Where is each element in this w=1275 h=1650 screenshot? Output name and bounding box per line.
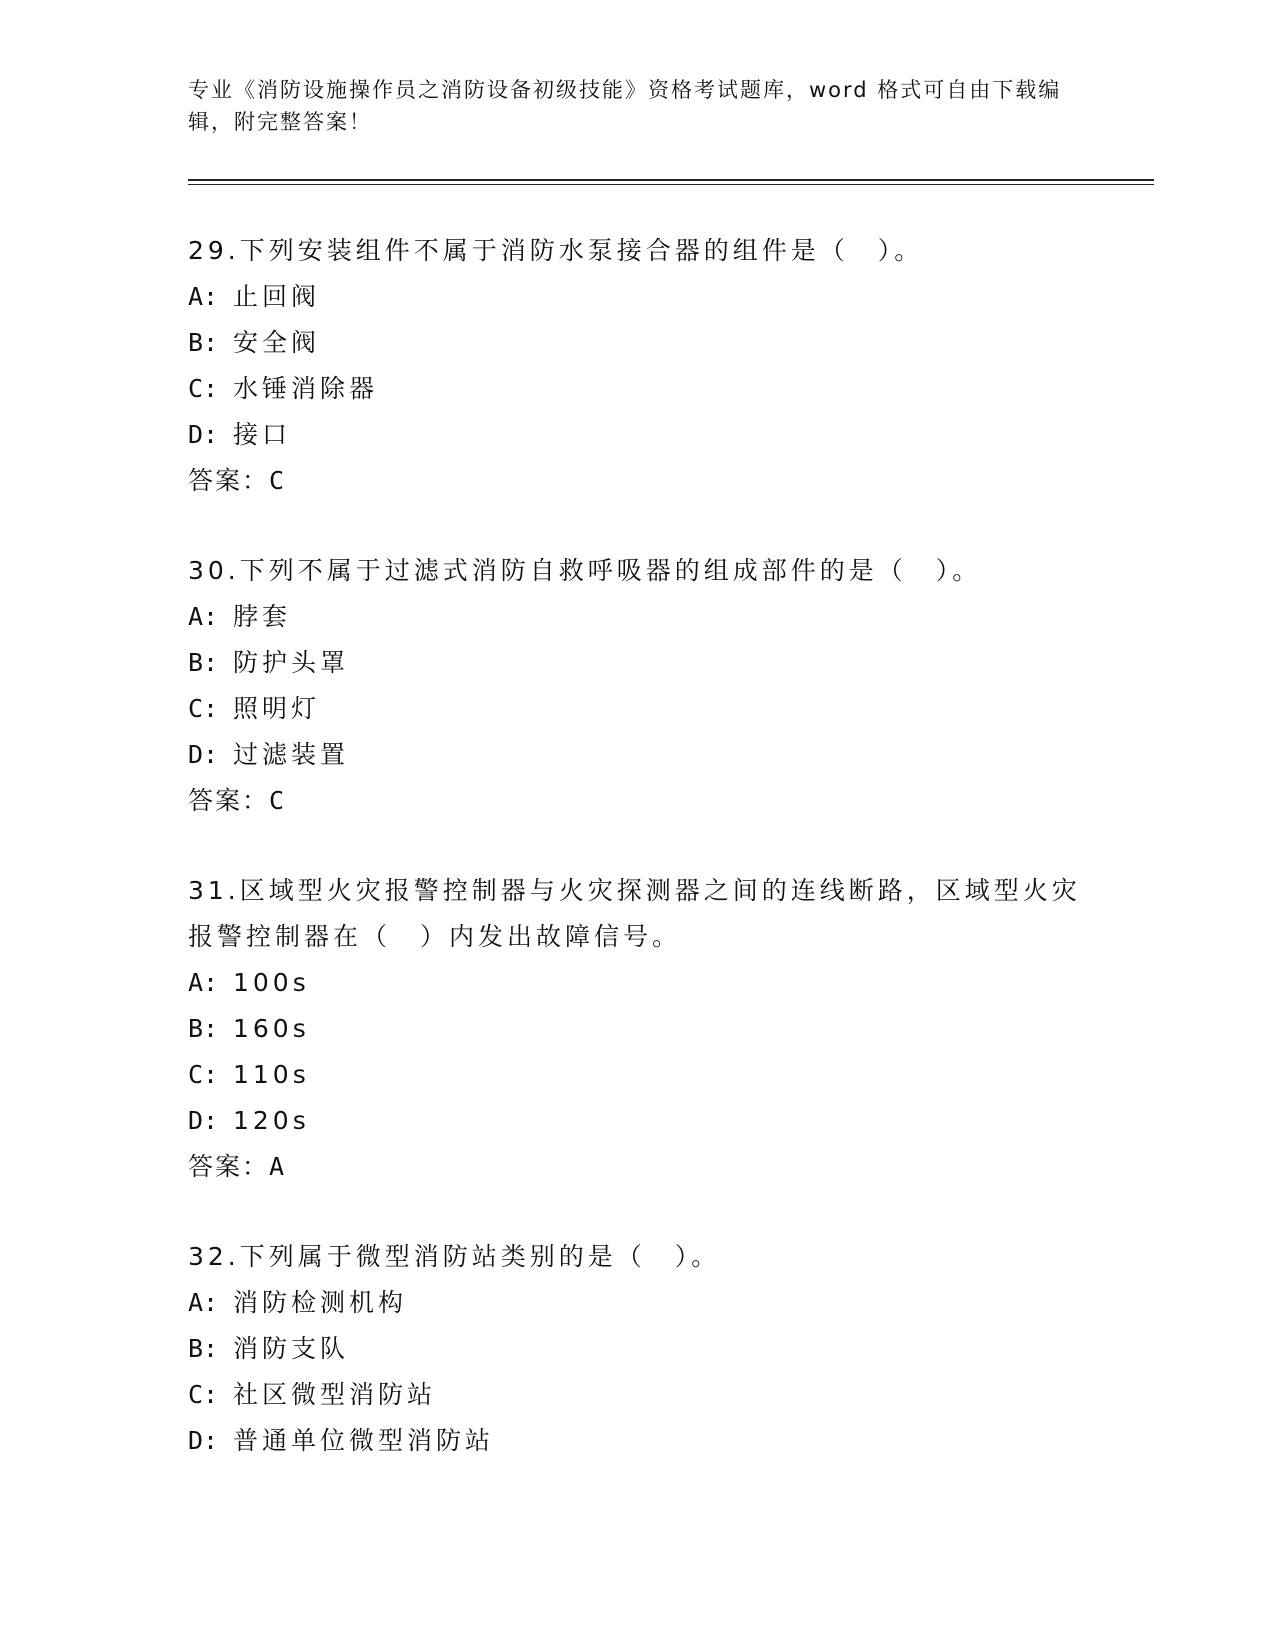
option-key: B: [188, 1334, 219, 1363]
header-divider-thin [188, 184, 1154, 185]
option-key: A: [188, 968, 219, 997]
option-text: 160s [233, 1014, 310, 1043]
option-text: 接口 [233, 420, 292, 449]
option-key: B: [188, 1014, 219, 1043]
header-divider [188, 179, 1154, 181]
option-text: 消防检测机构 [233, 1288, 408, 1317]
option-text: 100s [233, 968, 310, 997]
option-b [188, 640, 1088, 686]
option-d [188, 412, 1088, 458]
question-stem: 32.下列属于微型消防站类别的是（ ）。 [188, 1242, 721, 1271]
option-d [188, 732, 1088, 778]
option-text: 安全阀 [233, 328, 321, 357]
option-a [188, 1280, 1088, 1326]
option-text: 消防支队 [233, 1334, 350, 1363]
option-key: A: [188, 282, 219, 311]
option-a [188, 274, 1088, 320]
question-32 [188, 1234, 1088, 1464]
question-29 [188, 228, 1088, 504]
option-key: D: [188, 1426, 219, 1455]
answer-value: C [269, 466, 287, 495]
question-stem: 31.区域型火灾报警控制器与火灾探测器之间的连线断路，区域型火灾报警控制器在（ ）内发出故障信号。 [188, 876, 1081, 951]
option-d [188, 1098, 1088, 1144]
option-key: A: [188, 602, 219, 631]
option-key: C: [188, 1060, 219, 1089]
option-key: D: [188, 1106, 219, 1135]
option-key: C: [188, 1380, 219, 1409]
answer-value: A [269, 1152, 287, 1181]
option-key: B: [188, 648, 219, 677]
answer-label: 答案： [188, 1152, 270, 1181]
option-text: 120s [233, 1106, 310, 1135]
option-key: C: [188, 374, 219, 403]
option-key: B: [188, 328, 219, 357]
option-c [188, 686, 1088, 732]
option-key: C: [188, 694, 219, 723]
question-stem: 30.下列不属于过滤式消防自救呼吸器的组成部件的是（ ）。 [188, 556, 982, 585]
answer-line [188, 458, 1088, 504]
question-31 [188, 868, 1088, 1190]
answer-line [188, 1144, 1088, 1190]
answer-value: C [269, 786, 287, 815]
document-header: 专业《消防设施操作员之消防设备初级技能》资格考试题库，word 格式可自由下载编辑，附完整答案！ [188, 78, 1062, 134]
answer-line [188, 778, 1088, 824]
option-b [188, 1326, 1088, 1372]
option-text: 照明灯 [233, 694, 321, 723]
option-b [188, 320, 1088, 366]
question-stem: 29.下列安装组件不属于消防水泵接合器的组件是（ ）。 [188, 236, 924, 265]
option-key: D: [188, 740, 219, 769]
option-c [188, 1372, 1088, 1418]
option-d [188, 1418, 1088, 1464]
option-text: 过滤装置 [233, 740, 350, 769]
question-30 [188, 548, 1088, 824]
option-text: 止回阀 [233, 282, 321, 311]
option-a [188, 960, 1088, 1006]
option-text: 110s [233, 1060, 310, 1089]
option-text: 普通单位微型消防站 [233, 1426, 495, 1455]
answer-label: 答案： [188, 466, 270, 495]
option-text: 防护头罩 [233, 648, 350, 677]
option-key: A: [188, 1288, 219, 1317]
option-text: 脖套 [233, 602, 292, 631]
option-text: 水锤消除器 [233, 374, 379, 403]
option-key: D: [188, 420, 219, 449]
answer-label: 答案： [188, 786, 270, 815]
option-c [188, 1052, 1088, 1098]
option-text: 社区微型消防站 [233, 1380, 437, 1409]
option-b [188, 1006, 1088, 1052]
option-a [188, 594, 1088, 640]
option-c [188, 366, 1088, 412]
